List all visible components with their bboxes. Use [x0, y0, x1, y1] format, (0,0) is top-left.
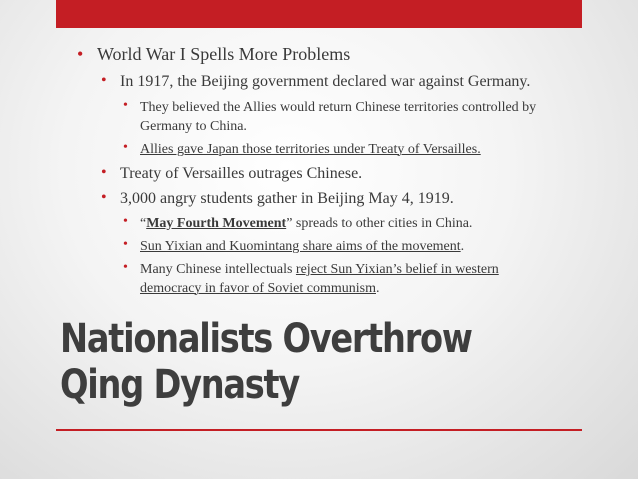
bullet-text: .: [460, 239, 465, 254]
may-fourth-link[interactable]: May Fourth Movement: [146, 216, 287, 231]
bullet-level2: Treaty of Versailles outrages Chinese.: [120, 165, 363, 182]
bullet-level3-link[interactable]: Allies gave Japan those territories under Treaty of Versailles.: [140, 142, 481, 157]
bullet-level2: 3,000 angry students gather in Beijing May 4, 1919.: [120, 190, 454, 207]
title-underline-rule: [56, 429, 582, 431]
title-line-2: Qing Dynasty: [60, 362, 299, 408]
quote-open: “: [140, 216, 147, 231]
bullet-icon: •: [123, 260, 128, 275]
sun-yixian-link[interactable]: Sun Yixian and Kuomintang share aims of the movement: [140, 239, 461, 254]
bullet-icon: •: [101, 72, 107, 89]
bullet-icon: •: [101, 164, 107, 181]
reject-belief-link-cont[interactable]: democracy in favor of Soviet communism: [140, 281, 376, 296]
bullet-level1: World War I Spells More Problems: [97, 44, 351, 64]
bullet-icon: •: [123, 214, 128, 229]
bullet-level3-line: They believed the Allies would return Chinese territories controlled by: [140, 100, 537, 115]
bullet-level3: [140, 260, 499, 280]
bullet-icon: •: [101, 189, 107, 206]
bullet-icon: •: [123, 140, 128, 155]
bullet-level3-line: [140, 279, 380, 299]
bullet-icon: •: [123, 98, 128, 113]
bullet-level3-line: Germany to China.: [140, 119, 247, 134]
bullet-text: Many Chinese intellectuals: [140, 262, 296, 277]
bullet-level3: [140, 214, 472, 234]
bullet-icon: •: [123, 237, 128, 252]
reject-belief-link[interactable]: reject Sun Yixian’s belief in western: [295, 262, 499, 277]
bullet-level2: In 1917, the Beijing government declared war against Germany.: [120, 73, 531, 90]
bullet-text: .: [376, 281, 380, 296]
bullet-level3: [140, 237, 464, 257]
title-line-1: Nationalists Overthrow: [60, 316, 472, 362]
bullet-text: ” spreads to other cities in China.: [286, 216, 473, 231]
bullet-icon: •: [77, 44, 84, 64]
slide-title: [60, 316, 514, 408]
